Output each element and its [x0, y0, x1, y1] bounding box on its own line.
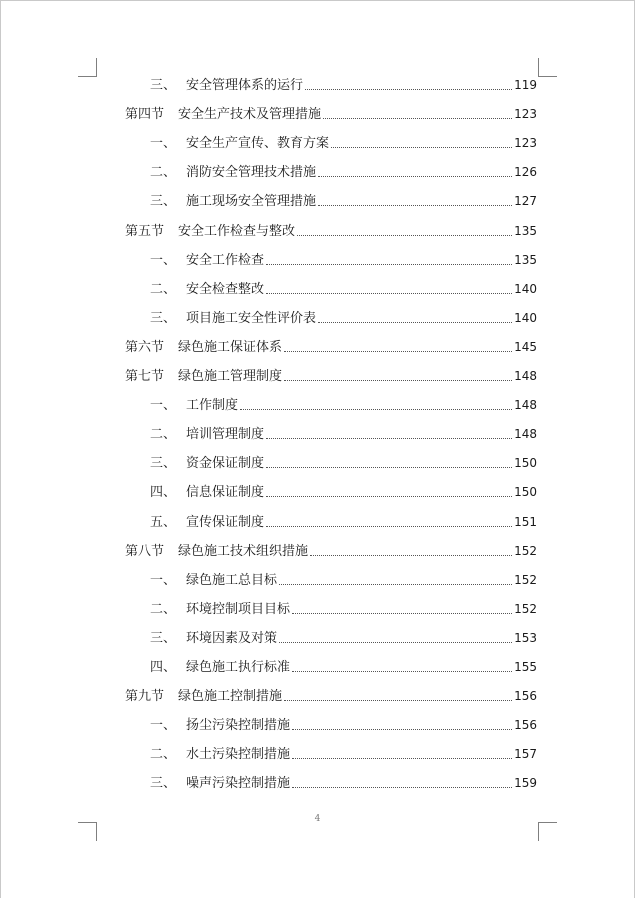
toc-dot-leader: [292, 757, 512, 759]
toc-entry-number: 二、: [150, 281, 177, 297]
toc-entry-number: 一、: [150, 718, 177, 734]
crop-mark-bottom-right: [538, 822, 557, 841]
toc-entry-page: 151: [514, 514, 537, 529]
toc-entry-page: 135: [514, 252, 537, 267]
toc-subsection-entry[interactable]: [150, 249, 537, 271]
toc-subsection-entry[interactable]: [150, 307, 537, 329]
toc-entry-page: 156: [514, 689, 537, 704]
toc-entry-title: 绿色施工总目标: [186, 572, 278, 588]
toc-subsection-entry[interactable]: [150, 569, 537, 591]
toc-entry-title: 安全检查整改: [186, 281, 265, 297]
toc-entry-page: 148: [514, 369, 537, 383]
toc-entry-number: 三、: [150, 456, 177, 472]
toc-entry-title: 消防安全管理技术措施: [186, 165, 317, 181]
toc-dot-leader: [284, 350, 512, 352]
toc-entry-number: 第八节: [125, 543, 165, 559]
toc-entry-number: 二、: [150, 747, 177, 763]
toc-dot-leader: [318, 204, 512, 206]
toc-entry-number: 二、: [150, 427, 177, 443]
toc-entry-page: 152: [514, 543, 537, 558]
toc-entry-page: 140: [514, 281, 537, 296]
toc-entry-title: 安全生产宣传、教育方案: [186, 136, 330, 152]
toc-entry-number: 三、: [150, 194, 177, 210]
toc-subsection-entry[interactable]: [150, 598, 537, 620]
toc-dot-leader: [279, 583, 512, 585]
toc-entry-title: 安全工作检查: [186, 252, 265, 268]
toc-entry-number: 三、: [150, 776, 177, 792]
toc-entry-number: 第六节: [125, 339, 165, 355]
toc-entry-number: 三、: [150, 310, 177, 326]
toc-entry-title: 施工现场安全管理措施: [186, 194, 317, 210]
toc-subsection-entry[interactable]: [150, 511, 537, 533]
crop-mark-bottom-left: [78, 822, 97, 841]
toc-entry-page: 123: [514, 107, 537, 122]
toc-entry-page: 140: [514, 310, 537, 325]
toc-subsection-entry[interactable]: [150, 772, 537, 794]
toc-entry-title: 环境因素及对策: [186, 630, 278, 646]
toc-subsection-entry[interactable]: [150, 278, 537, 300]
toc-dot-leader: [292, 728, 512, 730]
toc-entry-page: 119: [514, 78, 537, 92]
toc-entry-page: 156: [514, 718, 537, 733]
toc-dot-leader: [310, 554, 512, 556]
toc-entry-page: 155: [514, 660, 537, 674]
toc-entry-page: 123: [514, 136, 537, 151]
toc-subsection-entry[interactable]: [150, 481, 537, 503]
toc-dot-leader: [284, 699, 512, 701]
toc-entry-title: 培训管理制度: [186, 427, 265, 443]
toc-subsection-entry[interactable]: [150, 132, 537, 154]
toc-entry-title: 资金保证制度: [186, 456, 265, 472]
toc-entry-page: 152: [514, 572, 537, 587]
toc-entry-page: 126: [514, 165, 537, 180]
toc-subsection-entry[interactable]: [150, 656, 537, 678]
crop-mark-top-right: [538, 58, 557, 77]
page-number: 4: [314, 814, 321, 824]
toc-subsection-entry[interactable]: [150, 627, 537, 649]
toc-dot-leader: [284, 379, 512, 381]
toc-section-entry[interactable]: [125, 220, 537, 242]
toc-entry-page: 157: [514, 747, 537, 762]
toc-dot-leader: [266, 437, 512, 439]
toc-subsection-entry[interactable]: [150, 743, 537, 765]
toc-entry-title: 绿色施工控制措施: [178, 689, 283, 705]
toc-dot-leader: [266, 525, 512, 527]
toc-entry-title: 绿色施工管理制度: [178, 369, 283, 384]
toc-entry-page: 148: [514, 398, 537, 413]
toc-entry-title: 绿色施工保证体系: [178, 339, 283, 355]
toc-entry-title: 安全工作检查与整改: [178, 223, 296, 239]
toc-entry-title: 安全生产技术及管理措施: [178, 107, 322, 123]
toc-entry-title: 环境控制项目目标: [186, 601, 291, 617]
toc-entry-title: 扬尘污染控制措施: [186, 718, 291, 734]
toc-entry-number: 四、: [150, 660, 177, 675]
toc-entry-page: 152: [514, 601, 537, 616]
toc-entry-title: 信息保证制度: [186, 485, 265, 501]
toc-entry-page: 150: [514, 456, 537, 471]
toc-dot-leader: [318, 321, 512, 323]
toc-entry-number: 二、: [150, 165, 177, 181]
toc-dot-leader: [266, 466, 512, 468]
toc-dot-leader: [292, 786, 512, 788]
toc-entry-number: 五、: [150, 514, 177, 530]
toc-entry-title: 项目施工安全性评价表: [186, 310, 317, 326]
crop-mark-top-left: [78, 58, 97, 77]
toc-entry-number: 三、: [150, 630, 177, 646]
toc-entry-title: 工作制度: [186, 398, 239, 414]
toc-entry-page: 150: [514, 485, 537, 500]
toc-section-entry[interactable]: [125, 540, 537, 562]
toc-dot-leader: [297, 234, 512, 236]
toc-entry-number: 二、: [150, 601, 177, 617]
toc-entry-page: 135: [514, 223, 537, 238]
toc-entry-page: 127: [514, 194, 537, 209]
toc-entry-number: 一、: [150, 136, 177, 152]
toc-subsection-entry[interactable]: [150, 190, 537, 212]
toc-dot-leader: [323, 117, 512, 119]
toc-entry-title: 噪声污染控制措施: [186, 776, 291, 792]
toc-section-entry[interactable]: [125, 685, 537, 707]
toc-section-entry[interactable]: [125, 365, 537, 387]
toc-section-entry[interactable]: [125, 336, 537, 358]
toc-entry-title: 绿色施工技术组织措施: [178, 543, 309, 559]
toc-entry-number: 一、: [150, 252, 177, 268]
toc-subsection-entry[interactable]: [150, 423, 537, 445]
toc-dot-leader: [292, 612, 512, 614]
toc-subsection-entry[interactable]: [150, 394, 537, 416]
toc-dot-leader: [292, 670, 512, 672]
toc-dot-leader: [305, 88, 512, 90]
toc-dot-leader: [331, 146, 512, 148]
toc-entry-title: 宣传保证制度: [186, 514, 265, 530]
toc-entry-page: 153: [514, 630, 537, 645]
toc-dot-leader: [318, 175, 512, 177]
toc-dot-leader: [266, 263, 512, 265]
toc-entry-page: 159: [514, 776, 537, 791]
toc-section-entry[interactable]: [125, 103, 537, 125]
toc-entry-title: 水土污染控制措施: [186, 747, 291, 763]
toc-entry-number: 三、: [150, 78, 177, 93]
toc-dot-leader: [266, 495, 512, 497]
toc-entry-title: 安全管理体系的运行: [186, 78, 304, 93]
toc-subsection-entry[interactable]: [150, 161, 537, 183]
toc-entry-number: 第五节: [125, 223, 165, 239]
toc-dot-leader: [279, 641, 512, 643]
page-border-top: [0, 0, 635, 1]
toc-subsection-entry[interactable]: [150, 74, 537, 96]
toc-dot-leader: [266, 292, 512, 294]
toc-entry-number: 第七节: [125, 369, 165, 384]
toc-entry-number: 一、: [150, 572, 177, 588]
toc-dot-leader: [240, 408, 512, 410]
toc-entry-page: 148: [514, 427, 537, 442]
toc-entry-title: 绿色施工执行标准: [186, 660, 291, 675]
toc-entry-number: 一、: [150, 398, 177, 414]
toc-entry-number: 第九节: [125, 689, 165, 705]
toc-subsection-entry[interactable]: [150, 452, 537, 474]
toc-entry-number: 四、: [150, 485, 177, 501]
toc-entry-page: 145: [514, 339, 537, 354]
page-border-left: [0, 0, 1, 898]
toc-subsection-entry[interactable]: [150, 714, 537, 736]
toc-entry-number: 第四节: [125, 107, 165, 123]
